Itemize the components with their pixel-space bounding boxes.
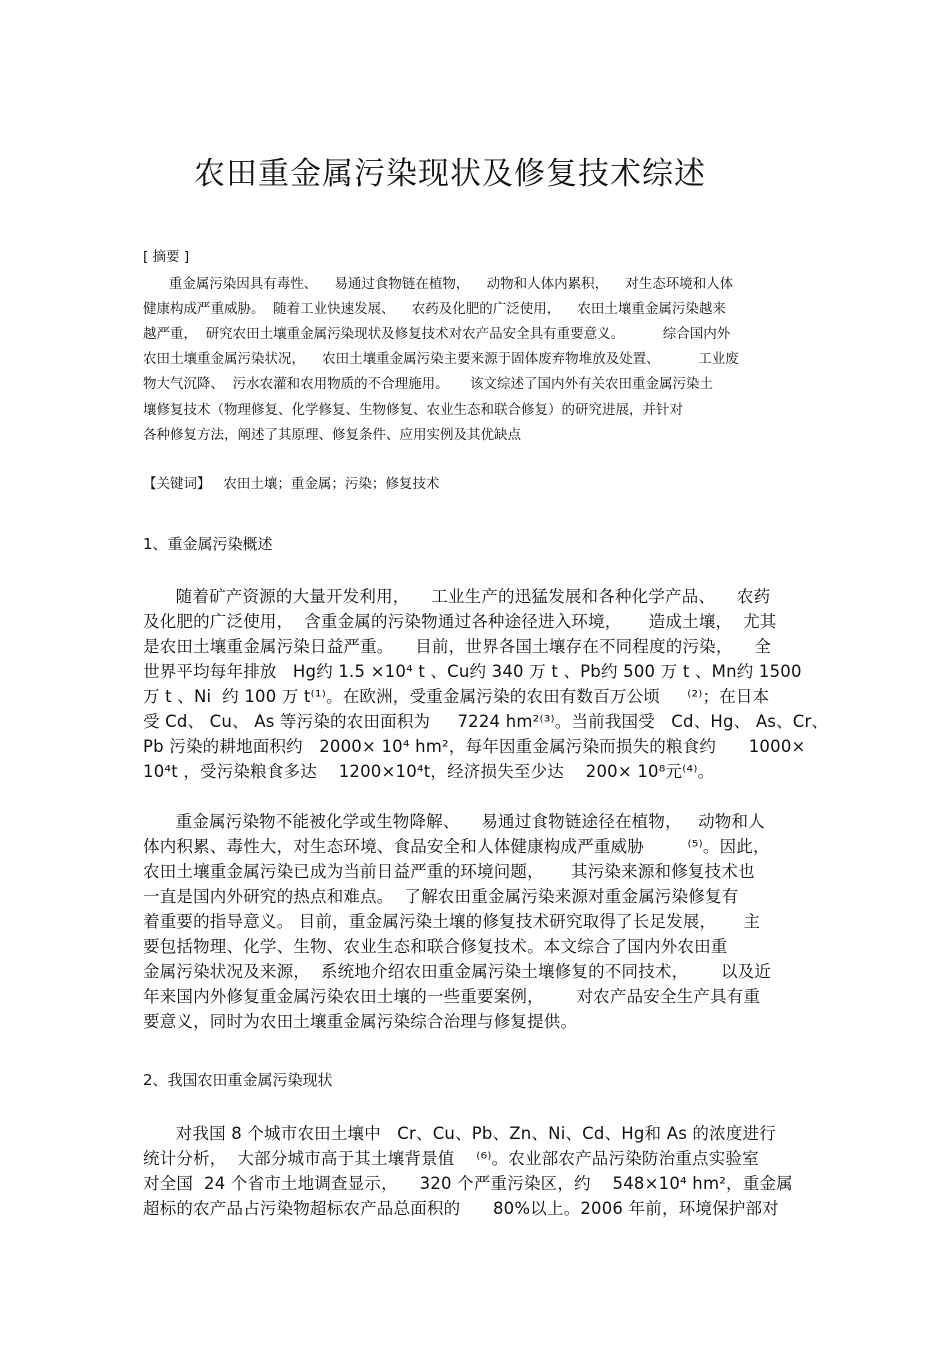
paragraph-line: 受 Cd、 Cu、 As 等污染的农田面积为 7224 hm²⁽³⁾。当前我国受 Cd、Hg、 As、Cr、	[143, 712, 829, 731]
section-heading: 1、重金属污染概述	[143, 535, 273, 553]
paragraph-line: 10⁴t ，受污染粮食多达 1200×10⁴t，经济损失至少达 200× 10⁸元⁽⁴⁾。	[143, 762, 715, 781]
paragraph-line: 及化肥的广泛使用， 含重金属的污染物通过各种途径进入环境， 造成土壤， 尤其	[143, 612, 777, 631]
paragraph-line: 体内积累、毒性大，对生态环境、食品安全和人体健康构成严重威胁 ⁽⁵⁾。因此，	[143, 837, 770, 856]
abstract-line: 壤修复技术（物理修复、化学修复、生物修复、农业生态和联合修复）的研究进展，并针对	[143, 402, 683, 418]
paragraph-line: 要包括物理、化学、生物、农业生态和联合修复技术。本文综合了国内外农田重	[143, 937, 728, 956]
abstract-line: 各种修复方法，阐述了其原理、修复条件、应用实例及其优缺点	[143, 427, 521, 443]
paragraph-line: 年来国内外修复重金属污染农田土壤的一些重要案例， 对农产品安全生产具有重	[143, 987, 761, 1006]
paragraph-line: 要意义，同时为农田土壤重金属污染综合治理与修复提供。	[143, 1012, 578, 1031]
abstract-line: 健康构成严重威胁。 随着工业快速发展、 农药及化肥的广泛使用， 农田土壤重金属污染越来	[143, 301, 726, 317]
paragraph-line: 随着矿产资源的大量开发利用， 工业生产的迅猛发展和各种化学产品、 农药	[143, 587, 771, 606]
abstract-line: 农田土壤重金属污染状况， 农田土壤重金属污染主要来源于固体废弃物堆放及处置、 工业废	[143, 351, 739, 367]
paragraph-line: 金属污染状况及来源， 系统地介绍农田重金属污染土壤修复的不同技术， 以及近	[143, 962, 772, 981]
document-title: 农田重金属污染现状及修复技术综述	[194, 156, 706, 192]
keywords: 【关键词】 农田土壤；重金属；污染；修复技术	[143, 476, 440, 492]
paragraph-line: 世界平均每年排放 Hg约 1.5 ×10⁴ t 、Cu约 340 万 t 、Pb约 500 万 t 、Mn约 1500	[143, 662, 802, 681]
abstract-line: 重金属污染因具有毒性、 易通过食物链在植物， 动物和人体内累积， 对生态环境和人体	[143, 276, 734, 292]
paragraph-line: 是农田土壤重金属污染日益严重。 目前，世界各国土壤存在不同程度的污染， 全	[143, 637, 772, 656]
paragraph-line: 万 t 、Ni 约 100 万 t⁽¹⁾。在欧洲，受重金属污染的农田有数百万公顷 ⁽²⁾；在日本	[143, 687, 770, 706]
paragraph-line: 着重要的指导意义。 目前，重金属污染土壤的修复技术研究取得了长足发展， 主	[143, 912, 761, 931]
paragraph-line: 农田土壤重金属污染已成为当前日益严重的环境问题， 其污染来源和修复技术也	[143, 862, 755, 881]
abstract-line: 物大气沉降、 污水农灌和农用物质的不合理施用。 该文综述了国内外有关农田重金属污染土	[143, 376, 714, 392]
paragraph-line: Pb 污染的耕地面积约 2000× 10⁴ hm²，每年因重金属污染而损失的粮食约 1000×	[143, 737, 806, 756]
abstract-line: 越严重， 研究农田土壤重金属污染现状及修复技术对农产品安全具有重要意义。 综合国内外	[143, 326, 731, 342]
paragraph-line: 对全国 24 个省市土地调查显示， 320 个严重污染区，约 548×10⁴ hm²，重金属	[143, 1174, 793, 1193]
paragraph-line: 对我国 8 个城市农田土壤中 Cr、Cu、Pb、Zn、Ni、Cd、Hg和 As 的浓度进行	[143, 1124, 776, 1143]
paragraph-line: 重金属污染物不能被化学或生物降解、 易通过食物链途径在植物， 动物和人	[143, 812, 765, 831]
section-heading: 2、我国农田重金属污染现状	[143, 1071, 333, 1089]
paragraph-line: 超标的农产品占污染物超标农产品总面积的 80%以上。2006 年前，环境保护部对	[143, 1199, 779, 1218]
abstract-label: [ 摘要 ]	[143, 249, 190, 265]
paragraph-line: 统计分析， 大部分城市高于其土壤背景值 ⁽⁶⁾。农业部农产品污染防治重点实验室	[143, 1149, 759, 1168]
paragraph-line: 一直是国内外研究的热点和难点。 了解农田重金属污染来源对重金属污染修复有	[143, 887, 739, 906]
